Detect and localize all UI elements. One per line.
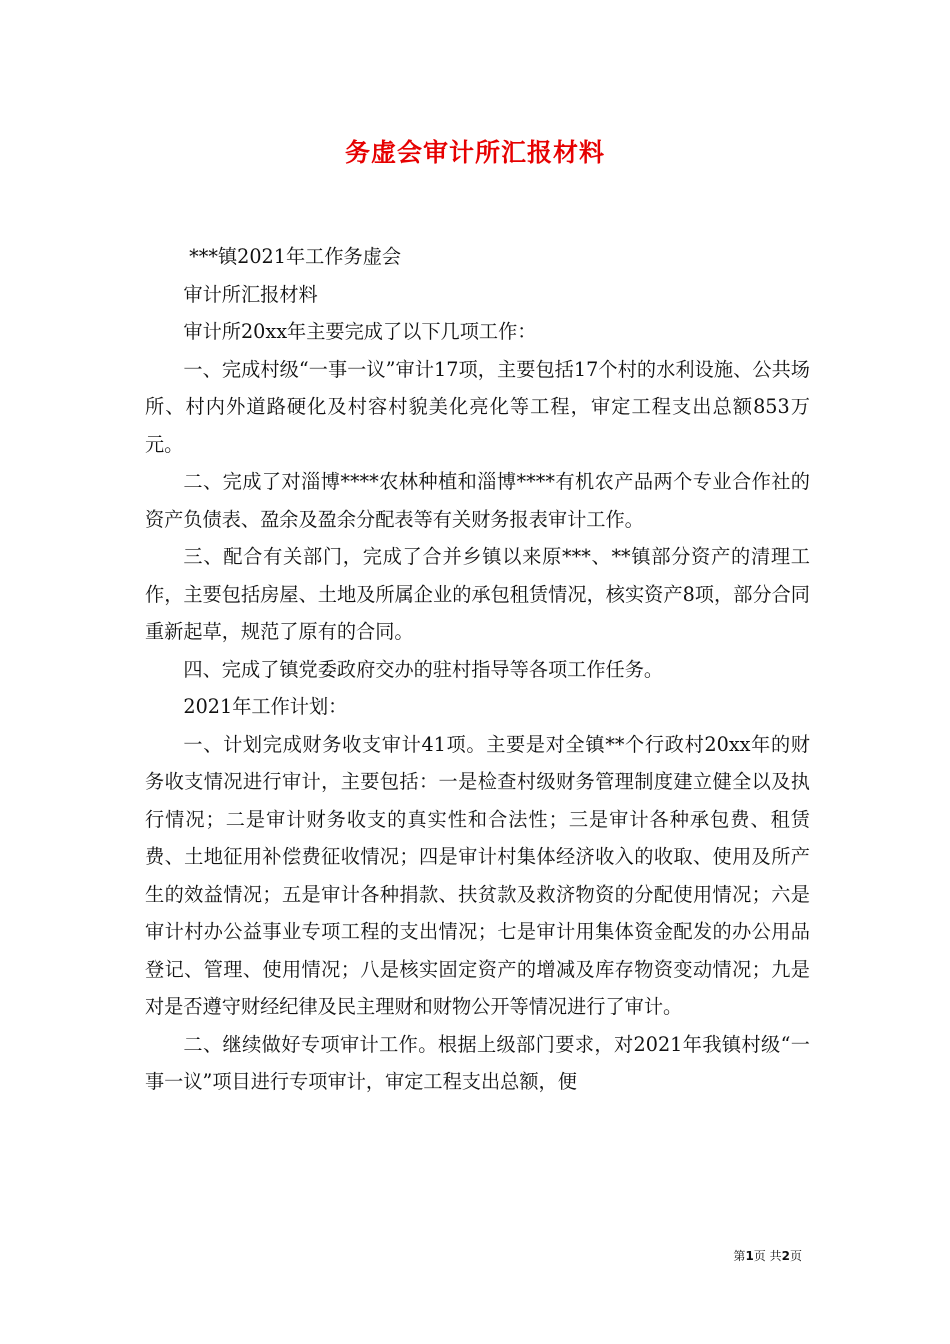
paragraph-heading-line-1: ***镇2021年工作务虚会 xyxy=(189,245,402,268)
footer-suffix: 页 xyxy=(789,1249,802,1263)
footer-total-pages: 2 xyxy=(781,1249,790,1263)
paragraph-heading-line-2: 审计所汇报材料 xyxy=(183,282,318,306)
footer-current-page: 1 xyxy=(745,1249,754,1263)
document-body xyxy=(145,238,810,1101)
paragraph-item-4: 四、完成了镇党委政府交办的驻村指导等各项工作任务。 xyxy=(183,657,664,681)
paragraph-plan-heading: 2021年工作计划： xyxy=(183,695,348,718)
paragraph-item-1: 一、完成村级“一事一议”审计17项，主要包括17个村的水利设施、公共场所、村内外道路硬化及村容村貌美化亮化等工程，审定工程支出总额853万元。 xyxy=(145,357,810,456)
page-footer xyxy=(733,1247,802,1264)
footer-prefix: 第 xyxy=(733,1249,746,1263)
paragraph-intro: 审计所20xx年主要完成了以下几项工作： xyxy=(183,320,537,343)
paragraph-plan-1: 一、计划完成财务收支审计41项。主要是对全镇**个行政村20xx年的财务收支情况进行审计，主要包括：一是检查村级财务管理制度建立健全以及执行情况；二是审计财务收支的真实性和合法性；三是审计各种承包费、租赁费、土地征用补偿费征收情况；四是审计村集体经济收入的收取、使用及所产生的效益情况；五是审计各种捐款、扶贫款及救济物资的分配使用情况；六是审计村办公益事业专项工程的支出情况；七是审计用集体资金配发的办公用品登记、管理、使用情况；八是核实固定资产的增减及库存物资变动情况；九是对是否遵守财经纪律及民主理财和财物公开等情况进行了审计。 xyxy=(145,732,810,1018)
footer-middle: 页 共 xyxy=(753,1249,782,1263)
paragraph-item-3: 三、配合有关部门，完成了合并乡镇以来原***、**镇部分资产的清理工作，主要包括房屋、土地及所属企业的承包租赁情况，核实资产8项，部分合同重新起草，规范了原有的合同。 xyxy=(145,545,810,643)
paragraph-item-2: 二、完成了对淄博****农林种植和淄博****有机农产品两个专业合作社的资产负债表、盈余及盈余分配表等有关财务报表审计工作。 xyxy=(145,470,810,531)
paragraph-plan-2: 二、继续做好专项审计工作。根据上级部门要求，对2021年我镇村级“一事一议”项目进行专项审计，审定工程支出总额，便 xyxy=(145,1032,810,1093)
document-title: 务虚会审计所汇报材料 xyxy=(344,138,605,167)
